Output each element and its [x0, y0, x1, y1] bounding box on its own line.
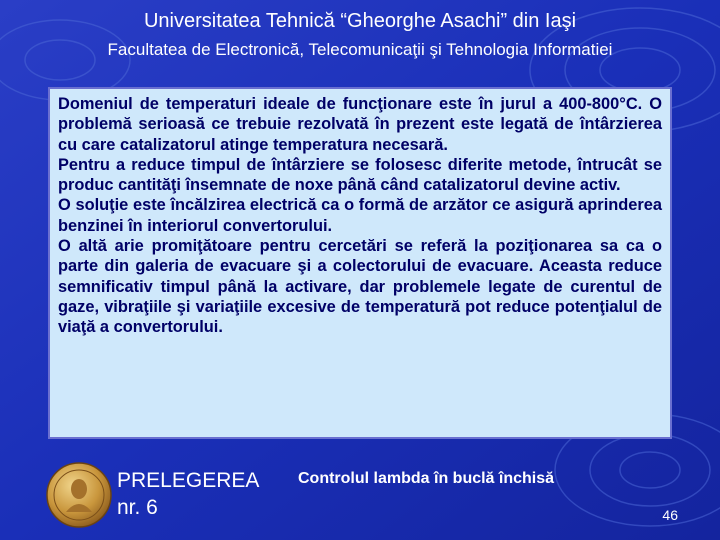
portrait-medal-icon [46, 462, 112, 528]
page-number: 46 [662, 507, 678, 523]
university-title: Universitatea Tehnică “Gheorghe Asachi” din Iaşi [143, 10, 577, 32]
lecture-index: nr. 6 [117, 496, 158, 519]
faculty-subtitle: Facultatea de Electronică, Telecomunicaţii şi Tehnologia Informatiei [107, 40, 613, 59]
lecture-subject: Controlul lambda în buclă închisă [298, 470, 555, 487]
lecture-label: PRELEGEREA [117, 469, 260, 492]
lecture-number [117, 467, 259, 521]
content-text-box [48, 87, 672, 439]
paragraph-electric-heating: O soluţie este încălzirea electrică ca o formă de arzător ce asigură aprinderea benzinei în interiorul convertorului. [58, 196, 662, 235]
paragraph-temperature-range: Domeniul de temperaturi ideale de funcţionare este în jurul a 400-800°C. O problemă serioasă ce trebuie rezolvată în prezent este legată de întârzierea cu care catalizatorul atinge temperatura necesară. [58, 95, 662, 154]
paragraph-delay-reduction: Pentru a reduce timpul de întârziere se folosesc diferite metode, întrucât se produc cantităţi însemnate de noxe până când catalizatorul devine activ. [58, 155, 662, 195]
paragraph-exhaust-position: O altă arie promiţătoare pentru cercetări se referă la poziţionarea sa ca o parte din galeria de evacuare şi a colectorului de evacuare. Aceasta reduce semnificativ timpul până la activare, dar problemele legate de curentul de gaze, vibraţiile şi variaţiile excesive de temperatură pot reduce potenţialul de viaţă a convertorului. [58, 237, 662, 337]
